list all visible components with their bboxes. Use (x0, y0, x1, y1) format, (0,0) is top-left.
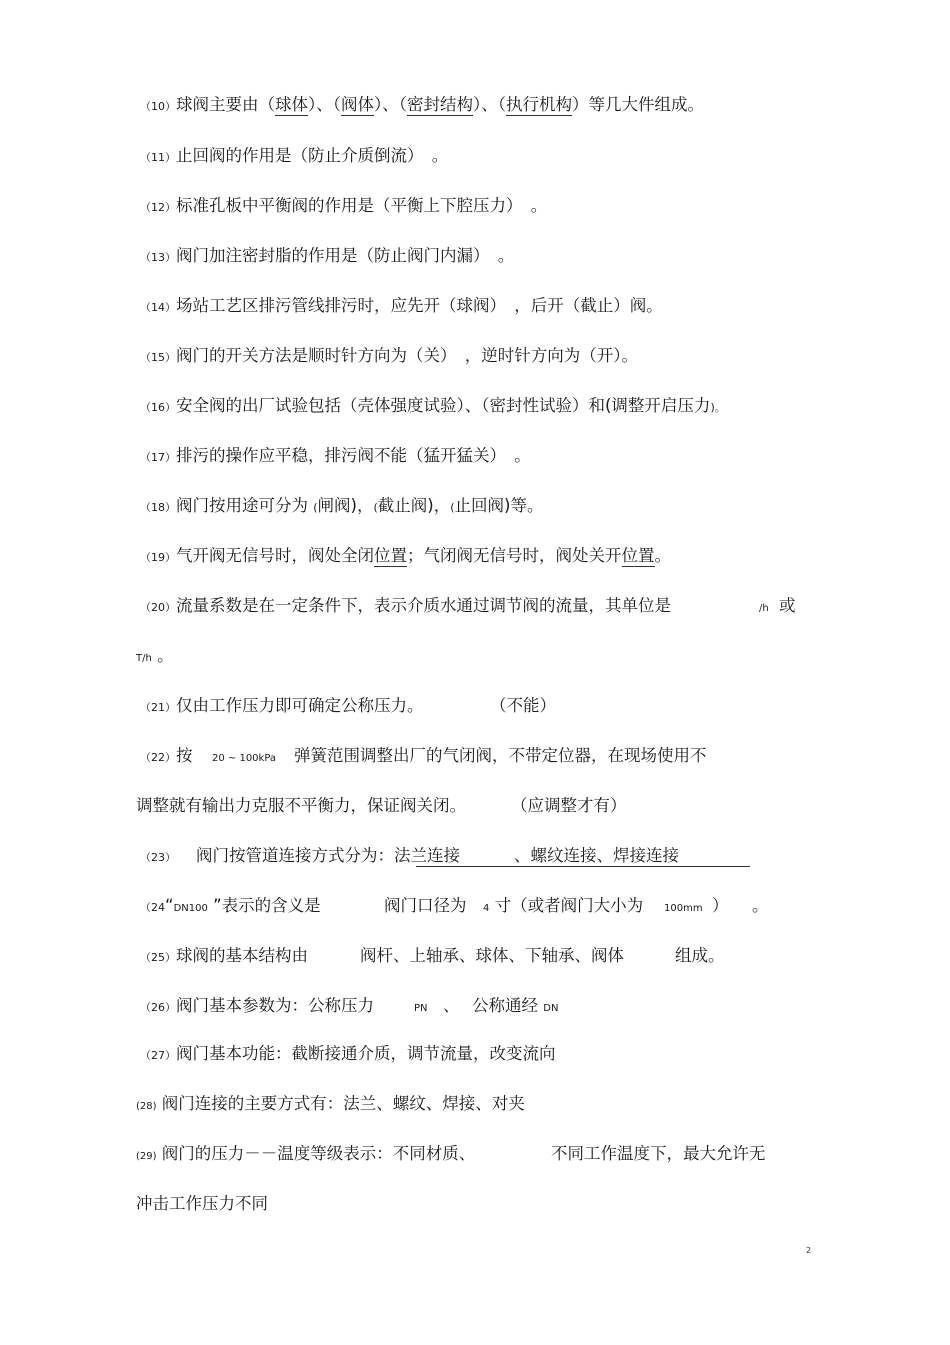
item-number: （14） (140, 301, 176, 314)
item-24-num: 4 寸（或者阀门大小为 (483, 896, 644, 915)
item-23 (140, 845, 176, 869)
item-18: （18）阀门按用途可分为 (闸阀)，(截止阀)，(止回阀)等。 (140, 496, 544, 515)
item-23-body: 阀门按管道连接方式分为：法兰连接 (196, 846, 460, 865)
item-number: （18） (140, 501, 176, 514)
item-29: (29) 阀门的压力－－温度等级表示：不同材质、 (136, 1144, 476, 1163)
item-12: （12）标准孔板中平衡阀的作用是（平衡上下腔压力） 。 (140, 196, 548, 215)
item-25-end: 组成。 (675, 946, 725, 965)
item-22-range: 20 ~ 100kPa (212, 753, 277, 764)
item-10: （10）球阀主要由（球体）、（阀体）、（密封结构）、（执行机构）等几大件组成。 (140, 95, 704, 114)
item-number: （25） (140, 951, 176, 964)
item-20: （20）流量系数是在一定条件下，表示介质水通过调节阀的流量，其单位是 (140, 596, 671, 615)
item-22: （22）按 (140, 746, 193, 765)
item-number: （15） (140, 351, 176, 364)
item-25: （25）球阀的基本结构由 (140, 946, 308, 965)
item-24-close: ） (712, 896, 729, 915)
item-22-cont: 调整就有输出力克服不平衡力，保证阀关闭。 (136, 796, 466, 815)
item-25-answer: 阀杆、上轴承、球体、下轴承、阀体 (360, 946, 624, 965)
item-number: (28) (136, 1101, 157, 1112)
item-number: （20） (140, 601, 176, 614)
item-20-unit: /h (759, 603, 769, 614)
item-16: （16）安全阀的出厂试验包括（壳体强度试验）、（密封性试验）和(调整开启压力)。 (140, 396, 726, 415)
item-20-or: 或 (779, 596, 796, 615)
item-29-cont: 冲击工作压力不同 (136, 1194, 268, 1213)
item-number: （22） (140, 751, 176, 764)
item-number: (29) (136, 1151, 157, 1162)
item-13: （13）阀门加注密封脂的作用是（防止阀门内漏） 。 (140, 246, 515, 265)
item-number: （24 (140, 901, 165, 914)
item-26-dn: 公称通经 DN (472, 996, 559, 1015)
item-26-pn: PN (414, 1003, 428, 1014)
item-15: （15）阀门的开关方法是顺时针方向为（关） ，逆时针方向为（开）。 (140, 346, 638, 365)
item-20-cont: T/h 。 (136, 646, 174, 665)
item-number: （26） (140, 1001, 176, 1014)
page-number: 2 (806, 1246, 812, 1255)
item-number: （16） (140, 401, 176, 414)
item-22-body: 弹簧范围调整出厂的气闭阀，不带定位器，在现场使用不 (294, 746, 707, 765)
item-number: （11） (140, 151, 176, 164)
item-number: （23） (140, 851, 176, 864)
item-24-size: 100mm (664, 903, 703, 914)
item-22-answer: （应调整才有） (511, 796, 627, 815)
item-26-sep: 、 (443, 996, 460, 1015)
item-24-answer: 阀门口径为 (384, 896, 467, 915)
item-number: （13） (140, 251, 176, 264)
item-19: （19）气开阀无信号时，阀处全闭位置；气闭阀无信号时，阀处关开位置。 (140, 546, 671, 565)
item-26: （26）阀门基本参数为：公称压力 (140, 996, 374, 1015)
item-number: （17） (140, 451, 176, 464)
answer-underline (416, 866, 750, 867)
item-27: （27）阀门基本功能：截断接通介质，调节流量，改变流向 (140, 1044, 556, 1063)
item-14: （14）场站工艺区排污管线排污时，应先开（球阀） ，后开（截止）阀。 (140, 296, 663, 315)
item-21-answer: （不能） (490, 696, 556, 715)
item-24-end: 。 (752, 896, 769, 915)
item-21: （21）仅由工作压力即可确定公称压力。 (140, 696, 424, 715)
item-number: （27） (140, 1049, 176, 1062)
item-28: (28) 阀门连接的主要方式有：法兰、螺纹、焊接、对夹 (136, 1094, 525, 1113)
item-number: （21） (140, 701, 176, 714)
item-number: （19） (140, 551, 176, 564)
item-24: （24“DN100 ”表示的含义是 (140, 896, 321, 915)
item-29-body: 不同工作温度下，最大允许无 (551, 1144, 766, 1163)
item-23-rest: 、螺纹连接、焊接连接 (514, 846, 679, 865)
item-number: （12） (140, 201, 176, 214)
item-17: （17）排污的操作应平稳，排污阀不能（猛开猛关） 。 (140, 446, 531, 465)
item-number: （10） (140, 100, 176, 113)
item-11: （11）止回阀的作用是（防止介质倒流） 。 (140, 146, 449, 165)
